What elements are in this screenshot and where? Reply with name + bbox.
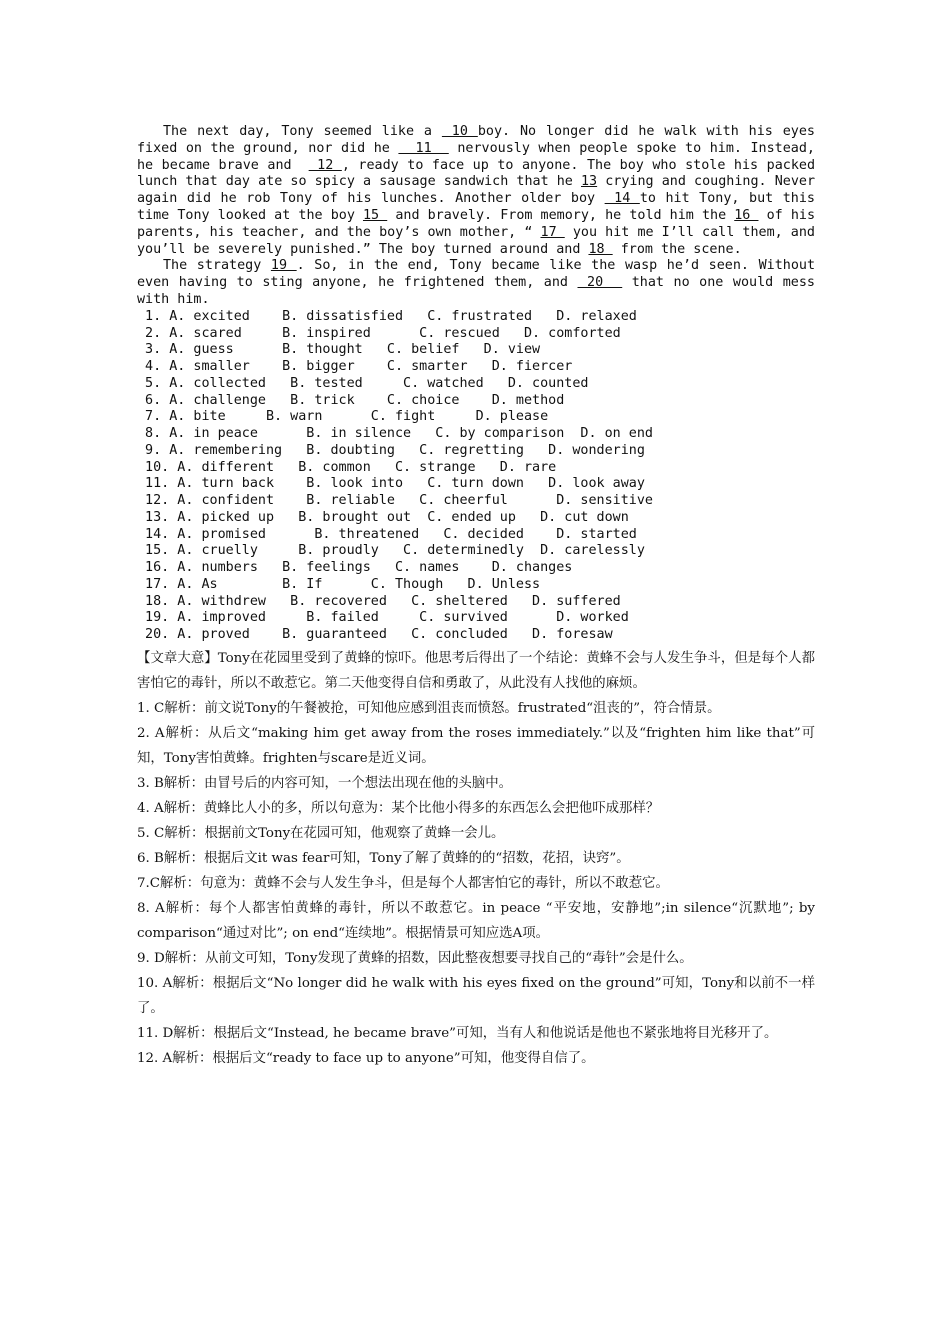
blank: 11 xyxy=(398,140,449,156)
option-row: 5. A. collected B. tested C. watched D. counted xyxy=(137,375,589,391)
blank: 13 xyxy=(581,174,598,190)
explanation-item: 12. A解析：根据后文“ready to face up to anyone”可知，他变得自信了。 xyxy=(137,1050,595,1066)
answer-section xyxy=(137,646,815,1071)
explanations-list xyxy=(137,696,815,1071)
summary-text: 【文章大意】Tony在花园里受到了黄蜂的惊吓。他思考后得出了一个结论：黄蜂不会与人发生争斗，但是每个人都害怕它的毒针，所以不敢惹它。第二天他变得自信和勇敢了，从此没有人找他的麻烦。 xyxy=(137,650,815,691)
passage-paragraph-2 xyxy=(137,258,824,308)
passage-text: . So, in the end, Tony became like the wasp he’d seen. Without even having to sting anyone, he frightened them, and xyxy=(137,258,824,291)
document-page xyxy=(137,124,824,1071)
option-row: 9. A. remembering B. doubting C. regretting D. wondering xyxy=(137,442,645,458)
blank: 12 xyxy=(308,157,342,173)
option-row: 10. A. different B. common C. strange D. rare xyxy=(137,459,557,475)
blank: 18 xyxy=(588,241,613,257)
explanation-item: 8. A解析：每个人都害怕黄蜂的毒针，所以不敢惹它。in peace “平安地，安静地”;in silence“沉默地”; by comparison“通过对比”; on end“连续地”。根据情景可知应选A项。 xyxy=(137,900,815,941)
explanation-item: 10. A解析：根据后文“No longer did he walk with his eyes fixed on the ground”可知，Tony和以前不一样了。 xyxy=(137,975,815,1016)
passage-text: that no one would mess with him. xyxy=(137,275,824,307)
blank: 10 xyxy=(441,124,478,139)
passage-text: The strategy xyxy=(163,258,271,274)
option-row: 14. A. promised B. threatened C. decided D. started xyxy=(137,526,637,542)
blank: 15 xyxy=(362,207,388,223)
passage-text: crying and coughing. Never again did he rob Tony of his lunches. Another older boy xyxy=(137,174,824,207)
passage-text: to hit Tony, but this time Tony looked at the boy xyxy=(137,191,824,223)
option-row: 2. A. scared B. inspired C. rescued D. comforted xyxy=(137,325,621,341)
passage xyxy=(137,124,824,309)
option-row: 19. A. improved B. failed C. survived D. worked xyxy=(137,610,629,626)
option-row: 4. A. smaller B. bigger C. smarter D. fiercer xyxy=(137,359,573,375)
option-row: 13. A. picked up B. brought out C. ended up D. cut down xyxy=(137,509,629,525)
passage-text: you hit me I’ll call them, and you’ll be severely punished.” The boy turned around and xyxy=(137,224,824,257)
passage-text: , ready to face up to anyone. The boy who stole his packed lunch that day ate so spicy a sausage sandwich that he xyxy=(137,157,824,190)
passage-text: The next day, Tony seemed like a xyxy=(163,124,442,139)
passage-text: of his parents, his teacher, and the boy’s own mother, “ xyxy=(137,207,824,240)
explanation-item: 7.C解析：句意为：黄蜂不会与人发生争斗，但是每个人都害怕它的毒针，所以不敢惹它。 xyxy=(137,875,669,891)
passage-text: and bravely. From memory, he told him the xyxy=(387,207,735,223)
explanation-item: 11. D解析：根据后文“Instead, he became brave”可知，当有人和他说话是他也不紧张地将目光移开了。 xyxy=(137,1025,778,1041)
explanation-item: 5. C解析：根据前文Tony在花园可知，他观察了黄蜂一会儿。 xyxy=(137,825,505,841)
option-row: 6. A. challenge B. trick C. choice D. method xyxy=(137,392,565,408)
option-row: 3. A. guess B. thought C. belief D. view xyxy=(137,342,541,358)
option-row: 1. A. excited B. dissatisfied C. frustrated D. relaxed xyxy=(137,308,637,324)
explanation-item: 4. A解析：黄蜂比人小的多，所以句意为：某个比他小得多的东西怎么会把他吓成那样？ xyxy=(137,800,660,816)
option-row: 16. A. numbers B. feelings C. names D. changes xyxy=(137,560,573,576)
option-row: 7. A. bite B. warn C. fight D. please xyxy=(137,409,549,425)
explanation-item: 2. A解析：从后文“making him get away from the roses immediately.”以及“frighten him like that”可知，Tony害怕黄蜂。frighten与scare是近义词。 xyxy=(137,725,815,766)
option-row: 15. A. cruelly B. proudly C. determinedly D. carelessly xyxy=(137,543,645,559)
blank: 20 xyxy=(577,275,623,291)
option-row: 11. A. turn back B. look into C. turn down D. look away xyxy=(137,476,645,492)
explanation-item: 6. B解析：根据后文it was fear可知，Tony了解了黄蜂的的“招数，花招，诀窍”。 xyxy=(137,850,630,866)
options-list xyxy=(137,309,815,644)
option-row: 17. A. As B. If C. Though D. Unless xyxy=(137,576,541,592)
blank: 16 xyxy=(734,207,759,223)
option-row: 20. A. proved B. guaranteed C. concluded D. foresaw xyxy=(137,627,613,643)
passage-text: boy. No longer did he walk with his eyes fixed on the ground, nor did he xyxy=(137,124,824,156)
blank: 17 xyxy=(540,224,565,240)
option-row: 18. A. withdrew B. recovered C. sheltered D. suffered xyxy=(137,593,621,609)
passage-text: nervously when people spoke to him. Instead, he became brave and xyxy=(137,140,824,173)
passage-paragraph-1 xyxy=(137,124,824,258)
option-row: 8. A. in peace B. in silence C. by comparison D. on end xyxy=(137,426,653,442)
explanation-item: 9. D解析：从前文可知，Tony发现了黄蜂的招数，因此整夜想要寻找自己的“毒针”会是什么。 xyxy=(137,950,693,966)
explanation-item: 1. C解析：前文说Tony的午餐被抢，可知他应感到沮丧而愤怒。frustrated“沮丧的”，符合情景。 xyxy=(137,700,721,716)
option-row: 12. A. confident B. reliable C. cheerful D. sensitive xyxy=(137,493,653,509)
blank: 19 xyxy=(270,258,297,274)
blank: 14 xyxy=(604,191,640,207)
explanation-item: 3. B解析：由冒号后的内容可知，一个想法出现在他的头脑中。 xyxy=(137,775,513,791)
passage-text: from the scene. xyxy=(612,241,742,257)
